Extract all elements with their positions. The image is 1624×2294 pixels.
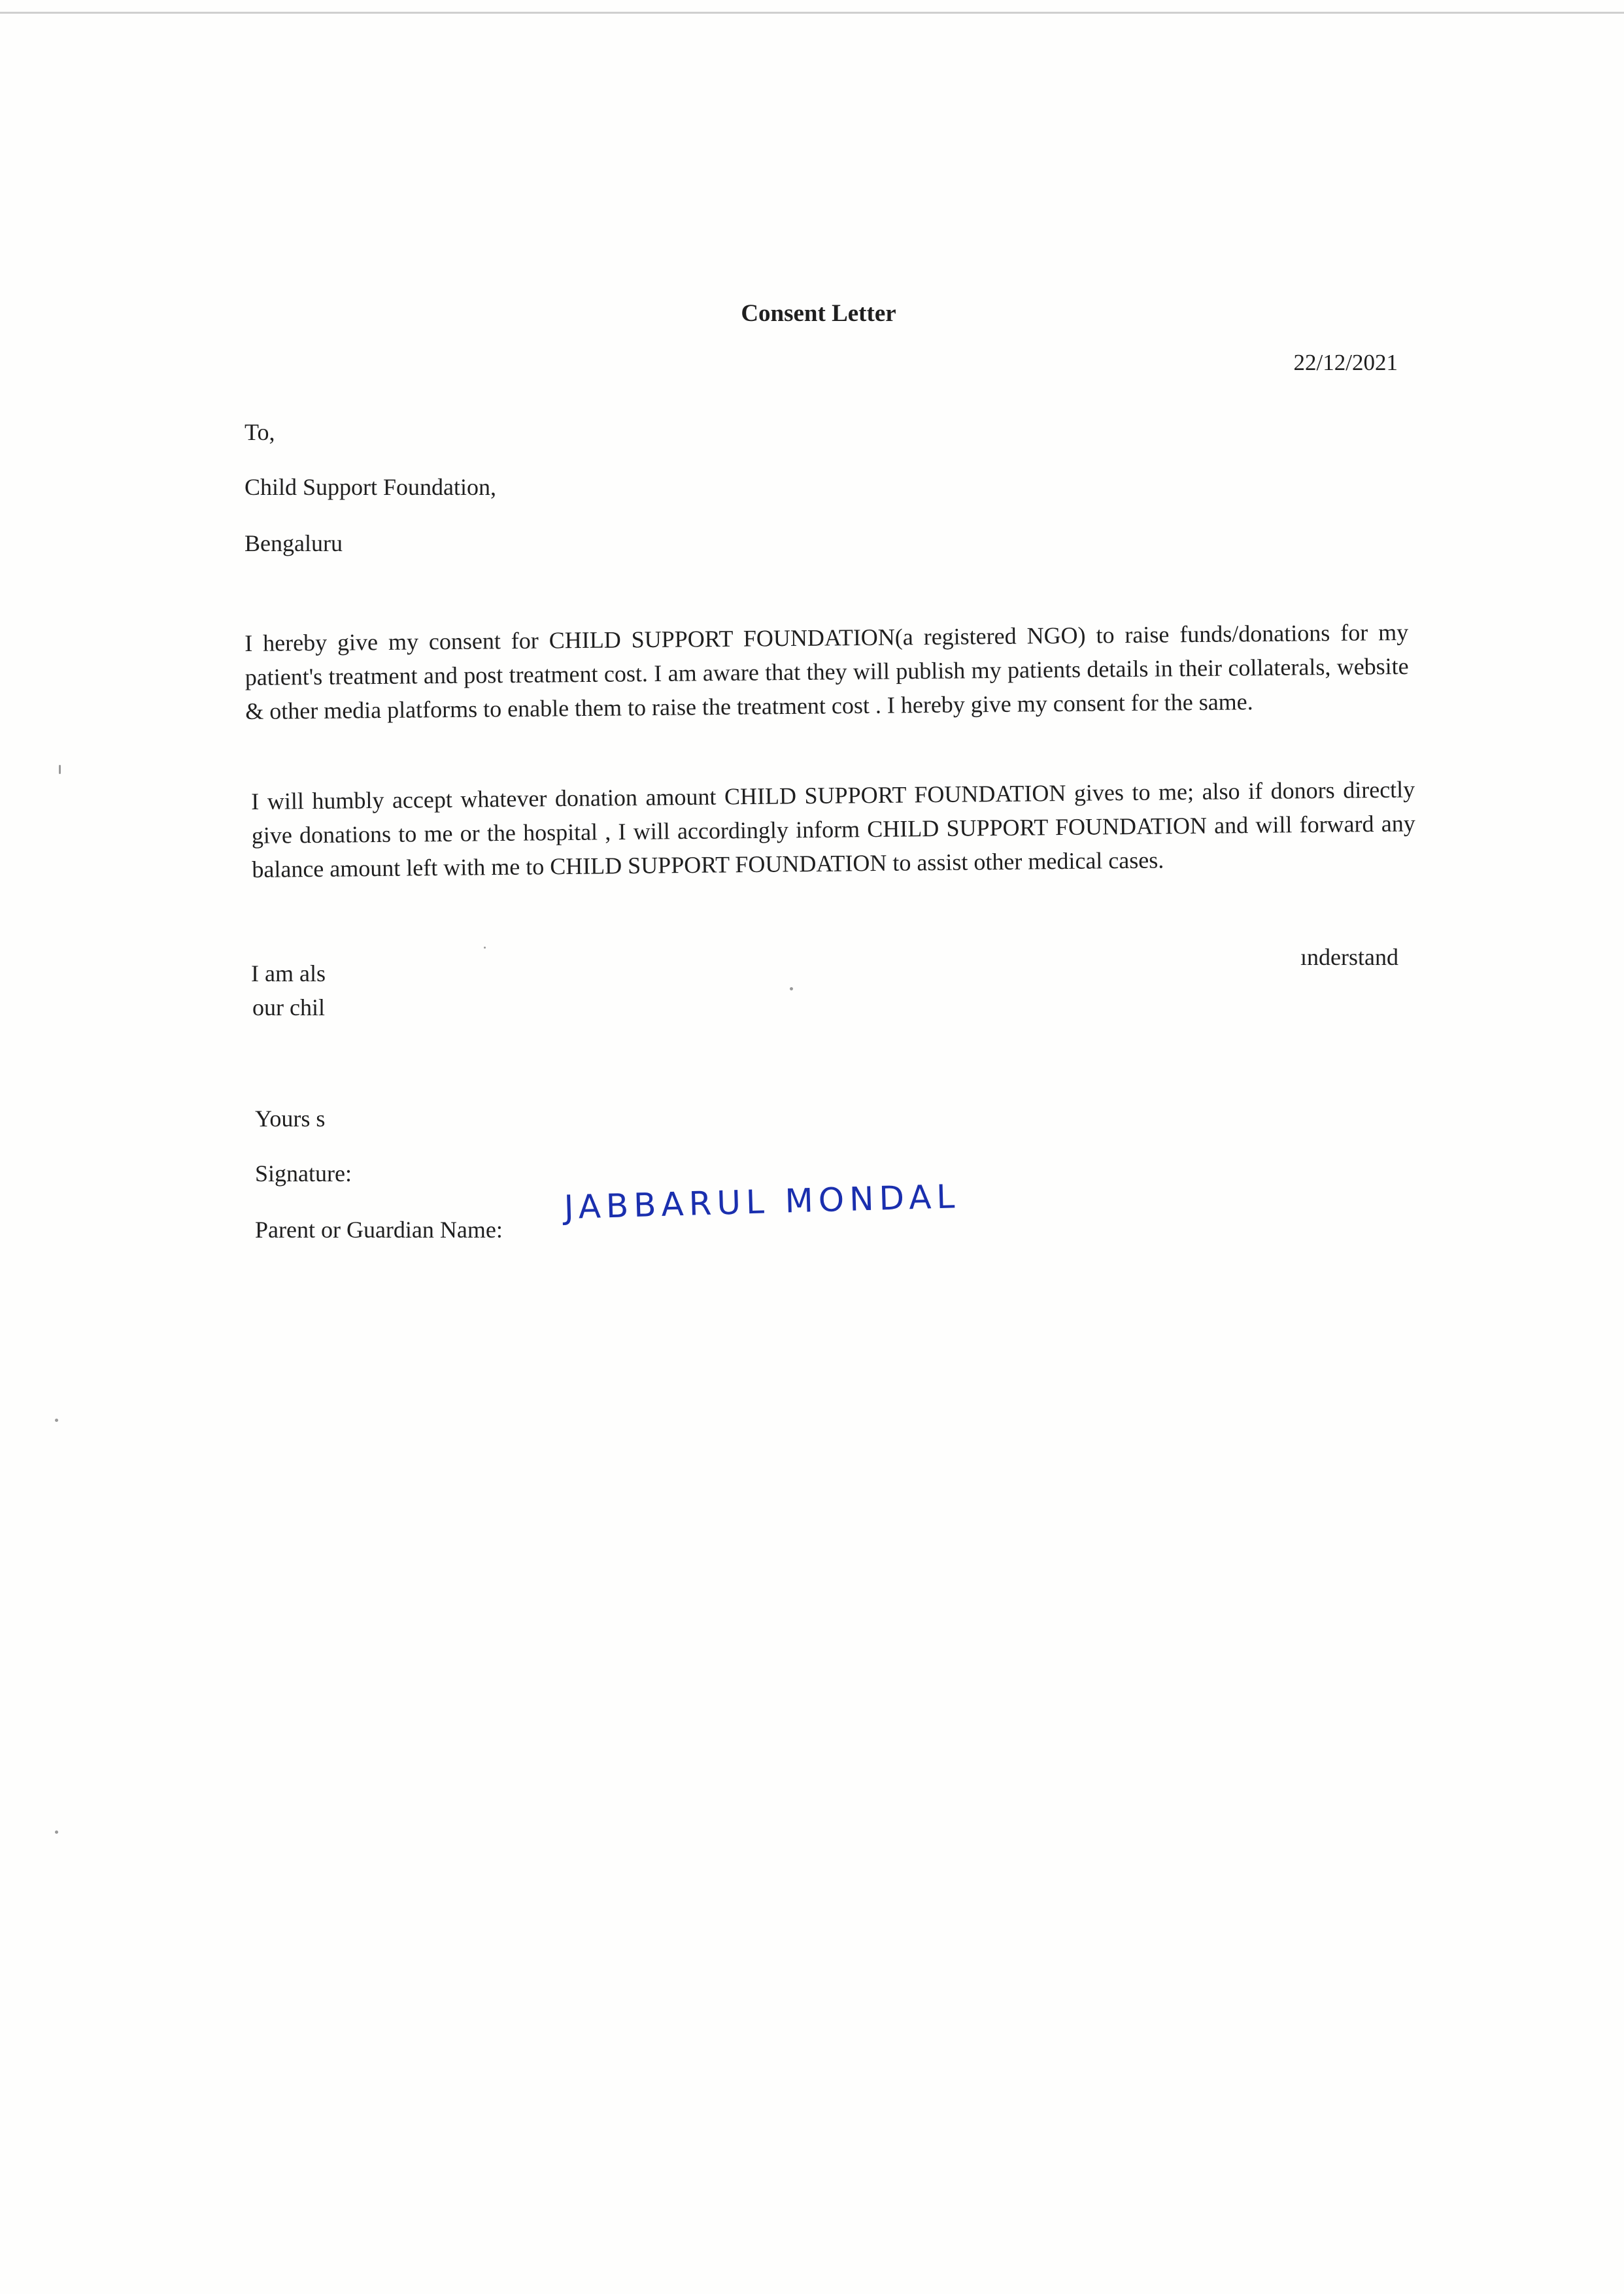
scan-speck bbox=[55, 1419, 58, 1422]
address-organisation: Child Support Foundation, bbox=[245, 474, 497, 500]
scan-speck bbox=[55, 1830, 58, 1834]
paragraph-3-line-2: our chil bbox=[252, 994, 325, 1020]
address-city: Bengaluru bbox=[245, 530, 343, 556]
paragraph-3-line-1: I am als bbox=[251, 960, 326, 987]
letter-title-text: Consent Letter bbox=[741, 300, 896, 327]
closing-line: Yours s bbox=[255, 1105, 326, 1132]
paragraph-3-right-fragment: ınderstand bbox=[1300, 944, 1398, 970]
handwritten-guardian-name: JABBARUL MONDAL bbox=[564, 1177, 960, 1226]
salutation: To, bbox=[245, 419, 275, 445]
signature-label: Signature: bbox=[255, 1160, 352, 1187]
letter-title bbox=[0, 299, 1624, 328]
letter-date: 22/12/2021 bbox=[1293, 350, 1398, 375]
scan-speck bbox=[59, 765, 61, 774]
consent-paragraph-2: I will humbly accept whatever donation amount CHILD SUPPORT FOUNDATION gives to me; also if donors directly give donations to me or the hospital , I will accordingly inform CHILD SUPPORT FOUNDATION and will forward any balance amount left with me to CHILD SUPPORT FOUNDATION to assist other medical cases. bbox=[251, 776, 1415, 883]
consent-paragraph-1: I hereby give my consent for CHILD SUPPORT FOUNDATION(a registered NGO) to raise funds/donations for my patient's treatment and post treatment cost. I am aware that they will publish my patients details in their collaterals, website & other media platforms to enable them to raise the treatment cost . I hereby give my consent for the same. bbox=[245, 618, 1409, 724]
scan-edge-line bbox=[0, 12, 1624, 14]
guardian-name-label: Parent or Guardian Name: bbox=[255, 1217, 503, 1243]
scan-speck bbox=[484, 947, 486, 949]
scan-speck bbox=[790, 987, 793, 990]
